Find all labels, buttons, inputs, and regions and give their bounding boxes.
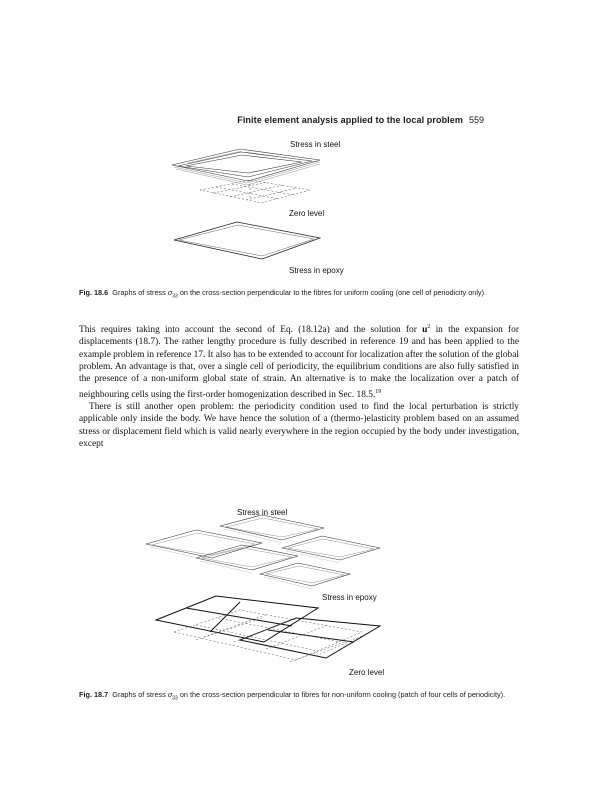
header-title: Finite element analysis applied to the local problem [237, 115, 463, 125]
zero-level-grid [174, 610, 362, 662]
paragraph: This requires taking into account the second of Eq. (18.12a) and the solution for $u^2$ in the expansion for displacements (18.7). The rather lengthy procedure is fully described in reference 19 and has been applied to the example problem in reference 17. It also has to be extended to account for localization after the solution of the global problem. An advantage is that, over a single cell of periodicity, the equilibrium conditions are also fully satisfied in the presence of a non-uniform global state of strain. An alternative is to make the localization over a patch of neighbouring cells using the first-order homogenization described in Sec. 18.5.19 [79, 324, 519, 400]
fig-18-7-caption: Fig. 18.7 Graphs of stress $\sigma_{33}$ on the cross-section perpendicular to fibres for non-uniform cooling (patch of four cells of periodicity). [79, 690, 506, 702]
fig-18-6-caption: Fig. 18.6 Graphs of stress $\sigma_{33}$ on the cross-section perpendicular to the fibres for uniform cooling (one cell of periodicity only). [79, 288, 487, 300]
fig-18-6-label-zero: Zero level [289, 209, 325, 218]
fig-18-6-label-steel: Stress in steel [290, 140, 341, 149]
fig-18-7-label-steel: Stress in steel [237, 508, 288, 517]
caption-number: Fig. 18.6 [79, 288, 109, 297]
steel-stress-surface [146, 515, 380, 589]
fig-18-7-label-zero: Zero level [349, 668, 385, 677]
fig-18-6-label-epoxy: Stress in epoxy [289, 266, 344, 275]
caption-number: Fig. 18.7 [79, 690, 109, 699]
paragraph: There is still another open problem: the periodicity condition used to find the local perturbation is strictly applicable only inside the body. We have hence the solution of a (thermo-)elasticity problem based on an assumed stress or displacement field which is valid nearly everywhere in the region occupied by the body under investigation, except [79, 402, 519, 449]
fig-18-7-label-epoxy: Stress in epoxy [322, 593, 377, 602]
page-number: 559 [469, 115, 485, 125]
